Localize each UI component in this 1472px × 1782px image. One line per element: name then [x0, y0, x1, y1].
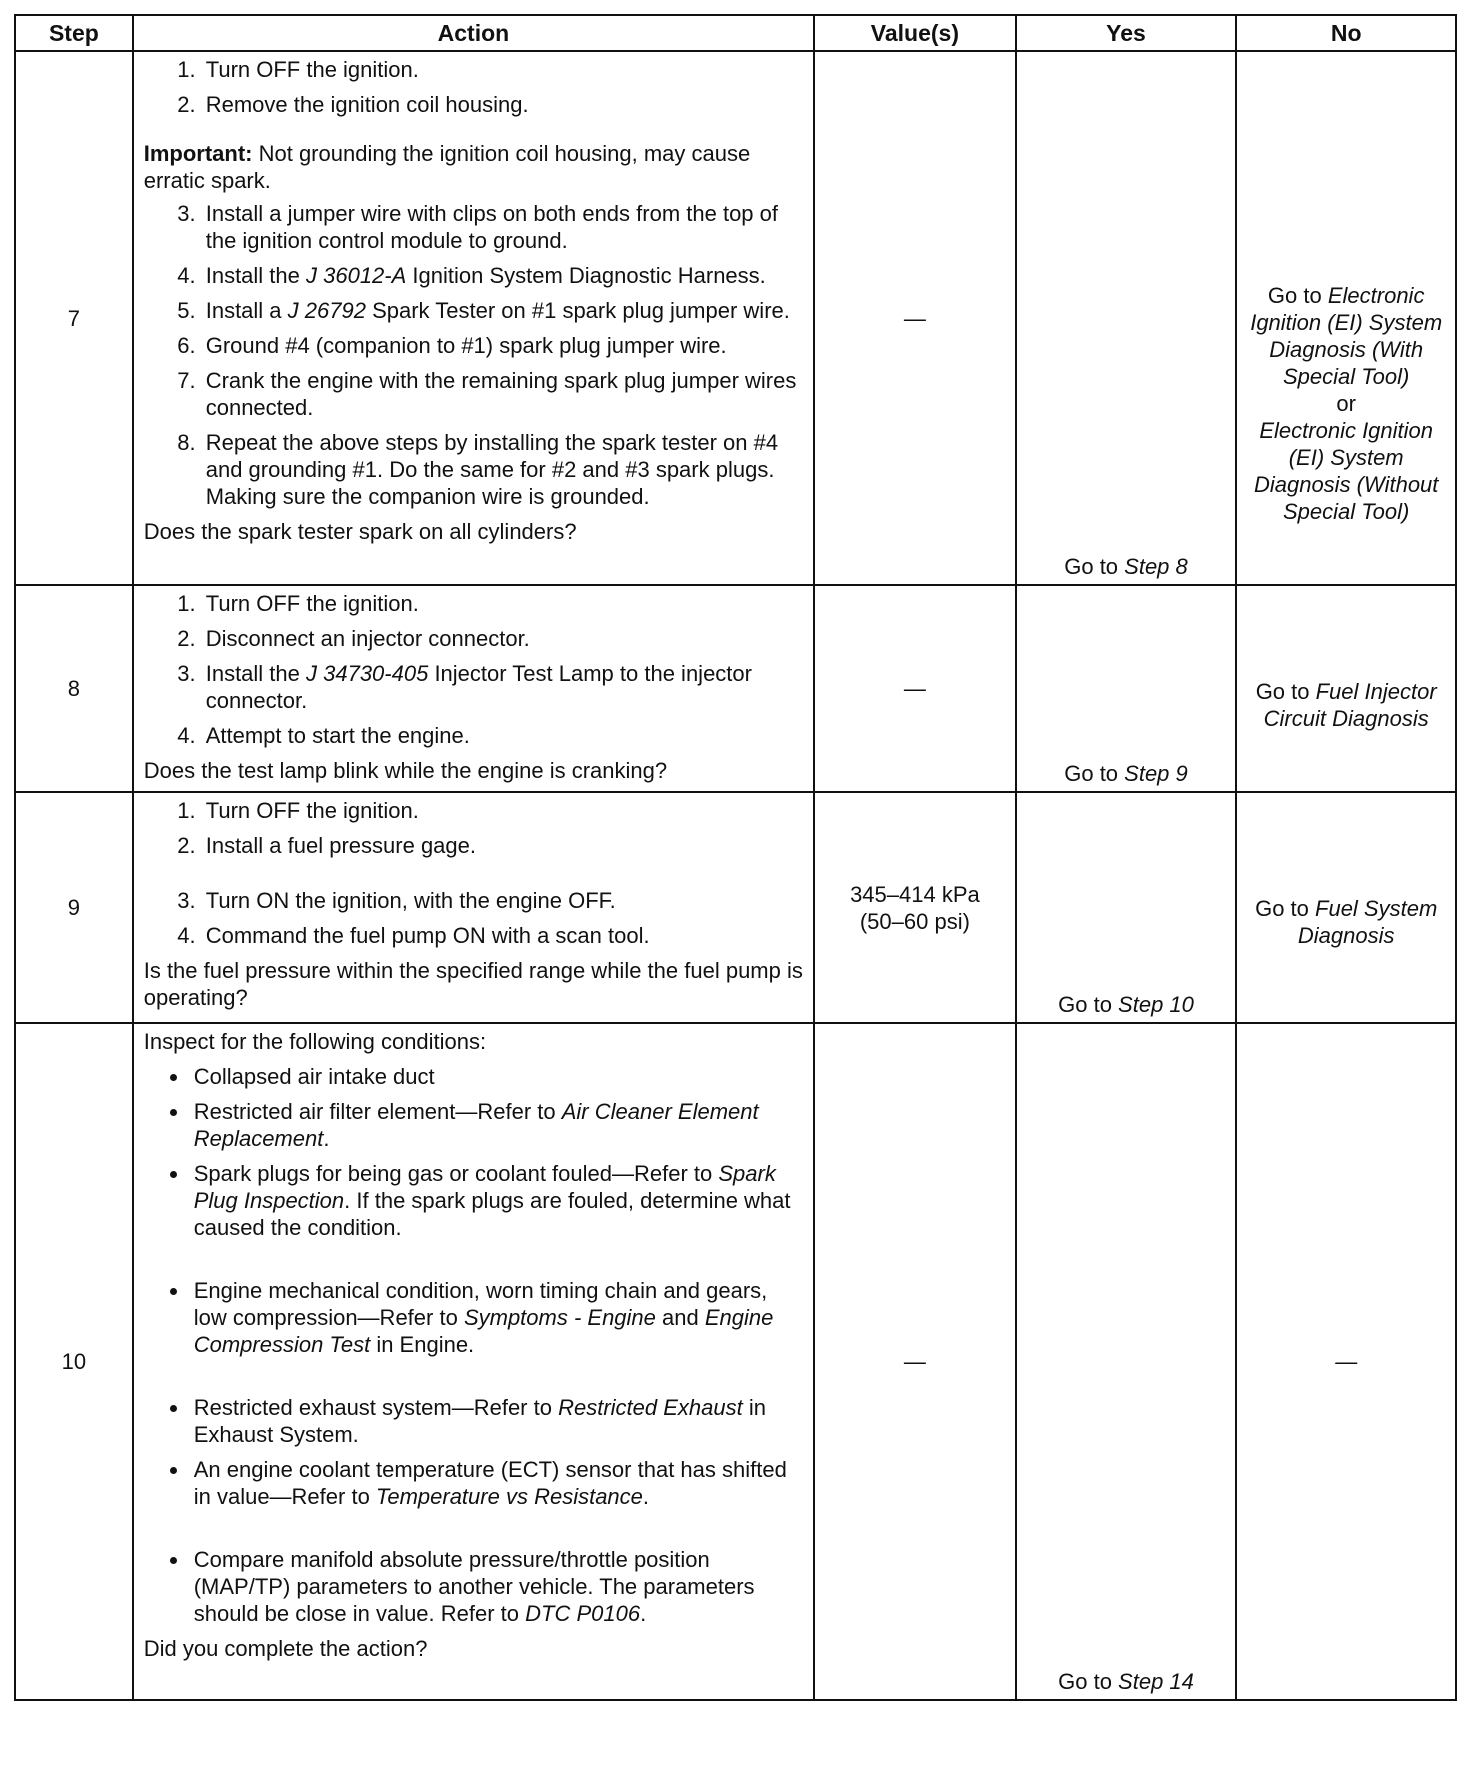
condition-item: • Engine mechanical condition, worn timing chain and gears, low compression—Refer to Symptoms - Engine and Engine Compression Test in Engine.: [190, 1277, 805, 1358]
condition-item: • Restricted exhaust system—Refer to Restricted Exhaust in Exhaust System.: [190, 1394, 805, 1448]
tool-reference: J 34730-405: [306, 661, 429, 686]
question: Is the fuel pressure within the specified range while the fuel pump is operating?: [143, 958, 803, 1010]
table-row-step-8: [15, 585, 1456, 792]
value-cell: [814, 792, 1015, 1023]
action-item: 3. Install a jumper wire with clips on both ends from the top of the ignition control module to ground.: [202, 200, 805, 254]
action-item: 2. Install a fuel pressure gage.: [202, 832, 805, 859]
action-item: 1. Turn OFF the ignition.: [202, 797, 805, 824]
step-number: 9: [15, 792, 133, 1023]
reference-link: Symptoms - Engine: [463, 1305, 656, 1330]
action-item: 1. Turn OFF the ignition.: [202, 56, 805, 83]
action-cell: [133, 1023, 814, 1700]
condition-item: • Restricted air filter element—Refer to Air Cleaner Element Replacement.: [190, 1098, 805, 1152]
action-item: 3. Install the J 34730-405 Injector Test Lamp to the injector connector.: [202, 660, 805, 714]
table-row-step-9: [15, 792, 1456, 1023]
condition-item: • Spark plugs for being gas or coolant fouled—Refer to Spark Plug Inspection. If the spark plugs are fouled, determine what caused the condition.: [190, 1160, 805, 1241]
action-item: 8. Repeat the above steps by installing the spark tester on #4 and grounding #1. Do the same for #2 and #3 spark plugs. Making sure the companion wire is grounded.: [202, 429, 805, 510]
important-label: Important:: [143, 141, 253, 166]
question: Does the test lamp blink while the engine is cranking?: [143, 758, 668, 783]
action-item: 2. Remove the ignition coil housing.: [202, 91, 805, 118]
reference-link: Restricted Exhaust: [558, 1395, 743, 1420]
no-cell: [1236, 585, 1456, 792]
header-action: Action: [133, 15, 814, 51]
question: Does the spark tester spark on all cylinders?: [143, 519, 577, 544]
action-item: 5. Install a J 26792 Spark Tester on #1 spark plug jumper wire.: [202, 297, 805, 324]
no-link[interactable]: Go to Fuel System Diagnosis: [1255, 896, 1438, 948]
step-number: 8: [15, 585, 133, 792]
question: Did you complete the action?: [143, 1636, 428, 1661]
value-cell: —: [814, 51, 1015, 585]
step-number: 10: [15, 1023, 133, 1700]
reference-link: Engine Compression Test: [193, 1305, 774, 1357]
no-link[interactable]: Go to Fuel Injector Circuit Diagnosis: [1255, 679, 1437, 731]
header-no: No: [1236, 15, 1456, 51]
header-values: Value(s): [814, 15, 1015, 51]
no-link[interactable]: Go to Electronic Ignition (EI) System Diagnosis (With Special Tool) or Electronic Ignition (EI) System Diagnosis (Without Special Tool): [1250, 283, 1443, 524]
header-row: [15, 15, 1456, 51]
reference-link: Air Cleaner Element Replacement: [193, 1099, 759, 1151]
action-cell: [133, 585, 814, 792]
action-item: 2. Disconnect an injector connector.: [202, 625, 805, 652]
action-item: 4. Install the J 36012-A Ignition System Diagnostic Harness.: [202, 262, 805, 289]
yes-link[interactable]: Go to Step 9: [1064, 761, 1188, 786]
tool-reference: J 26792: [287, 298, 366, 323]
header-step: Step: [15, 15, 133, 51]
reference-link: DTC P0106: [525, 1601, 641, 1626]
yes-cell: [1016, 585, 1237, 792]
yes-cell: [1016, 1023, 1237, 1700]
table-row-step-10: [15, 1023, 1456, 1700]
header-yes: Yes: [1016, 15, 1237, 51]
action-item: 7. Crank the engine with the remaining spark plug jumper wires connected.: [202, 367, 805, 421]
step-number: 7: [15, 51, 133, 585]
condition-item: • Collapsed air intake duct: [190, 1063, 805, 1090]
reference-link: Temperature vs Resistance: [375, 1484, 643, 1509]
important-note: Important: Not grounding the ignition coil housing, may cause erratic spark.: [143, 141, 751, 193]
value-cell: —: [814, 585, 1015, 792]
action-item: 1. Turn OFF the ignition.: [202, 590, 805, 617]
action-cell: [133, 792, 814, 1023]
condition-item: • An engine coolant temperature (ECT) sensor that has shifted in value—Refer to Temperature vs Resistance.: [190, 1456, 805, 1510]
pressure-psi: (50–60 psi): [859, 908, 970, 934]
condition-item: • Compare manifold absolute pressure/throttle position (MAP/TP) parameters to another vehicle. The parameters should be close in value. Refer to DTC P0106.: [190, 1546, 805, 1627]
diagnostic-table: [14, 14, 1457, 1701]
no-cell: [1236, 792, 1456, 1023]
value-cell: —: [814, 1023, 1015, 1700]
reference-link: Spark Plug Inspection: [193, 1161, 776, 1213]
action-item: 6. Ground #4 (companion to #1) spark plug jumper wire.: [202, 332, 805, 359]
intro-text: Inspect for the following conditions:: [143, 1029, 487, 1054]
no-cell: [1236, 51, 1456, 585]
yes-cell: [1016, 792, 1237, 1023]
no-cell: —: [1236, 1023, 1456, 1700]
pressure-kpa: 345–414 kPa: [850, 881, 980, 907]
tool-reference: J 36012-A: [306, 263, 407, 288]
action-item: 3. Turn ON the ignition, with the engine OFF.: [202, 887, 805, 914]
yes-link[interactable]: Go to Step 10: [1058, 992, 1194, 1017]
action-cell: [133, 51, 814, 585]
yes-cell: [1016, 51, 1237, 585]
yes-link[interactable]: Go to Step 14: [1058, 1669, 1194, 1694]
yes-link[interactable]: Go to Step 8: [1064, 554, 1188, 579]
action-item: 4. Command the fuel pump ON with a scan tool.: [202, 922, 805, 949]
action-item: 4. Attempt to start the engine.: [202, 722, 805, 749]
table-row-step-7: [15, 51, 1456, 585]
